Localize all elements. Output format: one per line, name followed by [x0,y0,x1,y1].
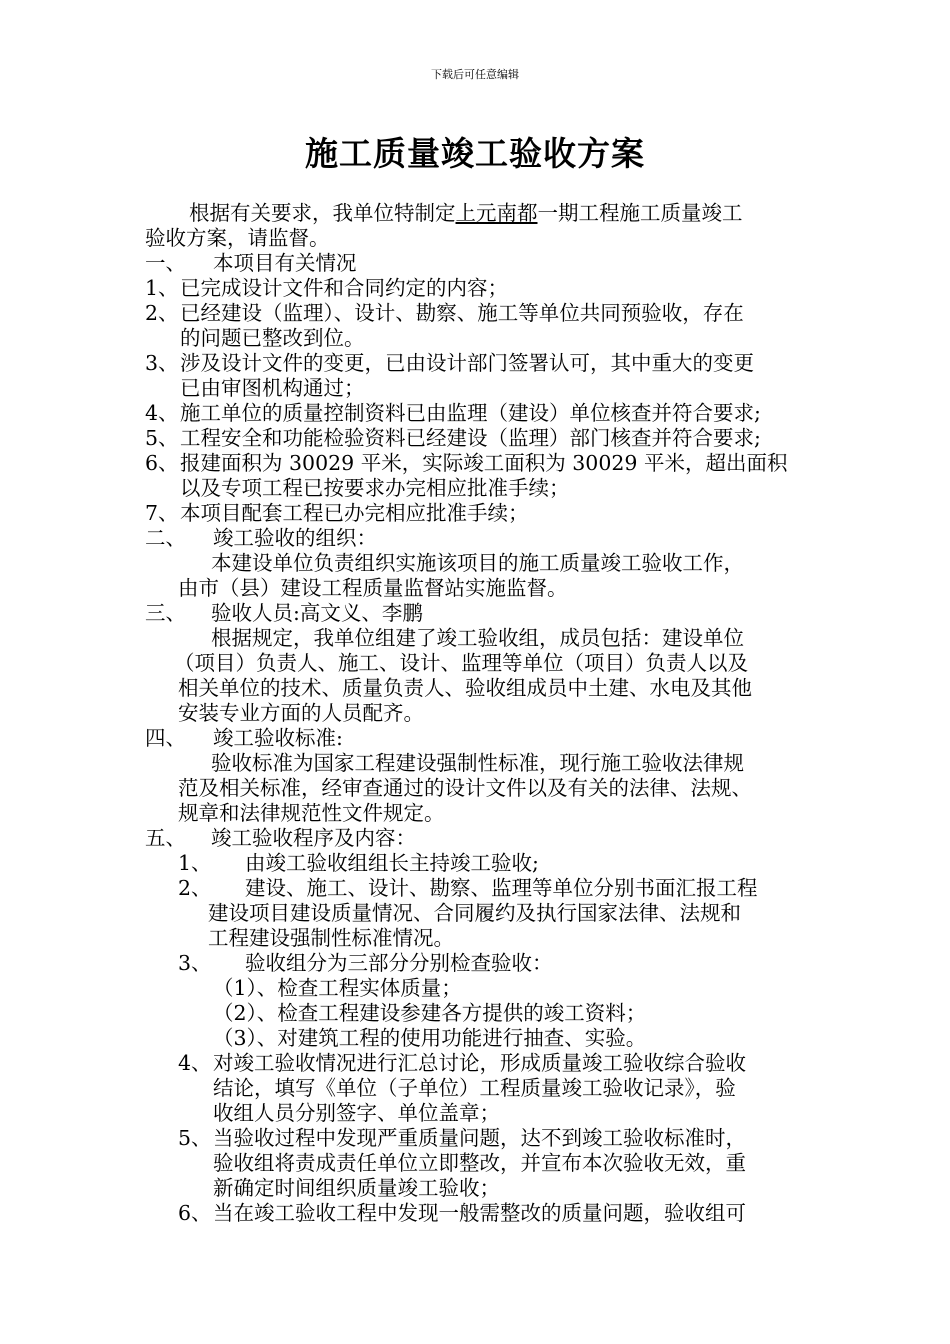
s1-item-2-text: 已经建设（监理）、设计、勘察、施工等单位共同预验收，存在 [180,301,744,325]
section-5-heading: 竣工验收程序及内容： [211,826,416,850]
s1-item-7-text: 本项目配套工程已办完相应批准手续； [180,501,529,525]
section-4-paragraph-line: 规章和法律规范性文件规定。 [178,801,445,825]
section-3-paragraph-line: 根据规定，我单位组建了竣工验收组，成员包括：建设单位 [211,626,744,650]
intro-text-2: 一期工程施工质量竣工 [537,201,743,225]
section-4-heading: 竣工验收标准: [213,726,343,750]
s5-item-6-text: 当在竣工验收工程中发现一般需整改的质量问题，验收组可 [213,1201,746,1225]
section-5-number: 五、 [145,826,186,850]
s5-item-1-num: 1、 [178,851,212,875]
s5-subitem-1: （1）、检查工程实体质量； [213,976,462,1000]
document-title: 施工质量竣工验收方案 [305,134,645,173]
s1-item-5-num: 5、 [145,426,179,450]
s5-item-5-num: 5、 [178,1126,212,1150]
section-4-paragraph-line: 验收标准为国家工程建设强制性标准，现行施工验收法律规 [211,751,744,775]
s5-item-5-text-cont: 新确定时间组织质量竣工验收； [213,1176,500,1200]
s5-item-2-text: 建设、施工、设计、勘察、监理等单位分别书面汇报工程 [245,876,758,900]
s5-item-4-text-cont: 结论，填写《单位（子单位）工程质量竣工验收记录》，验 [213,1076,736,1100]
intro-line-2: 验收方案，请监督。 [145,226,330,250]
s1-item-3-text: 涉及设计文件的变更，已由设计部门签署认可，其中重大的变更 [180,351,754,375]
s1-item-5-text: 工程安全和功能检验资料已经建设（监理）部门核查并符合要求; [180,426,761,450]
section-2-paragraph-line: 由市（县）建设工程质量监督站实施监督。 [178,576,568,600]
section-2-paragraph-line: 本建设单位负责组织实施该项目的施工质量竣工验收工作， [211,551,744,575]
s5-subitem-3: （3）、对建筑工程的使用功能进行抽查、实验。 [213,1026,647,1050]
s1-item-3-num: 3、 [145,351,179,375]
s5-item-3-num: 3、 [178,951,212,975]
s5-subitem-2: （2）、检查工程建设参建各方提供的竣工资料； [213,1001,647,1025]
s5-item-5-text-cont: 验收组将责成责任单位立即整改，并宣布本次验收无效，重 [213,1151,746,1175]
s1-item-1-text: 已完成设计文件和合同约定的内容； [180,276,508,300]
s5-item-3-text: 验收组分为三部分分别检查验收： [245,951,553,975]
s5-item-4-text: 对竣工验收情况进行汇总讨论，形成质量竣工验收综合验收 [213,1051,746,1075]
section-3-paragraph-line: （项目）负责人、施工、设计、监理等单位（项目）负责人以及 [174,651,748,675]
section-3-paragraph-line: 安装专业方面的人员配齐。 [178,701,424,725]
s5-item-1-text: 由竣工验收组组长主持竣工验收; [245,851,539,875]
s1-item-3-text-cont: 已由审图机构通过； [180,376,365,400]
s5-item-5-text: 当验收过程中发现严重质量问题，达不到竣工验收标准时， [213,1126,746,1150]
s1-item-1-num: 1、 [145,276,179,300]
s1-item-2-num: 2、 [145,301,179,325]
intro-text: 根据有关要求，我单位特制定 [189,201,456,225]
s5-item-4-num: 4、 [178,1051,212,1075]
s1-item-6-text-cont: 以及专项工程已按要求办完相应批准手续； [180,476,570,500]
s5-item-6-num: 6、 [178,1201,212,1225]
s1-item-6-num: 6、 [145,451,179,475]
s5-item-2-text-cont: 建设项目建设质量情况、合同履约及执行国家法律、法规和 [208,901,741,925]
s1-item-2-text-cont: 的问题已整改到位。 [180,326,365,350]
section-1-number: 一、 [145,251,186,275]
section-3-heading: 验收人员:高文义、李鹏 [211,601,423,625]
section-1-heading: 本项目有关情况 [213,251,357,275]
header-note: 下载后可任意编辑 [431,68,519,81]
section-4-number: 四、 [145,726,186,750]
s5-item-2-text-cont: 工程建设强制性标准情况。 [208,926,454,950]
section-3-paragraph-line: 相关单位的技术、质量负责人、验收组成员中土建、水电及其他 [178,676,752,700]
section-2-heading: 竣工验收的组织： [213,526,377,550]
section-3-number: 三、 [145,601,186,625]
intro-line-1 [189,201,743,226]
s1-item-4-num: 4、 [145,401,179,425]
s1-item-6-text: 报建面积为 30029 平米，实际竣工面积为 30029 平米，超出面积 [180,451,788,475]
project-name: 上元南都 [455,201,538,225]
s5-item-2-num: 2、 [178,876,212,900]
s5-item-4-text-cont: 收组人员分别签字、单位盖章； [213,1101,500,1125]
s1-item-4-text: 施工单位的质量控制资料已由监理（建设）单位核查并符合要求; [180,401,761,425]
section-2-number: 二、 [145,526,186,550]
section-4-paragraph-line: 范及相关标准，经审查通过的设计文件以及有关的法律、法规、 [178,776,752,800]
s1-item-7-num: 7、 [145,501,179,525]
